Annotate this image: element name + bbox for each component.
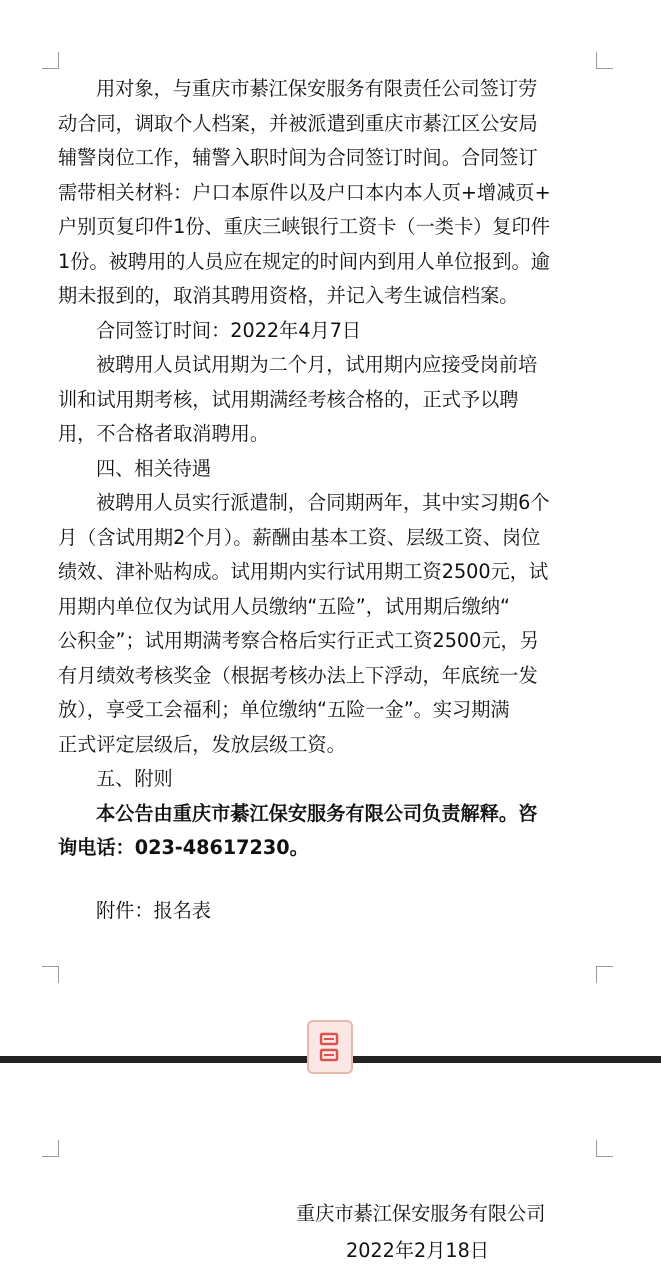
page-break-icon[interactable] [307,1020,353,1074]
section-heading: 五、附则 [96,767,173,790]
page-corner-mark [596,966,613,983]
body-line: 用期内单位仅为试用人员缴纳“五险”，试用期后缴纳“ [58,594,510,618]
body-line: 被聘用人员实行派遣制，合同期两年，其中实习期6个 [96,491,550,514]
body-line: 绩效、津补贴构成。试用期内实行试用期工资2500元，试 [58,560,549,583]
page-corner-mark [596,1140,613,1157]
body-line: 训和试用期考核，试用期满经考核合格的，正式予以聘 [58,387,519,411]
contact-phone-line: 询电话：023-48617230。 [58,836,309,859]
body-line: 正式评定层级后，发放层级工资。 [58,732,346,756]
document-body [58,72,606,928]
page-break-icon-glyph [309,1022,351,1072]
page-corner-mark [42,966,59,983]
body-line: 户别页复印件1份、重庆三峡银行工资卡（一类卡）复印件 [58,215,550,238]
page-corner-mark [42,1140,59,1157]
page-corner-mark [42,52,59,69]
body-line: 用，不合格者取消聘用。 [58,422,270,445]
page-corner-mark [596,52,613,69]
section-heading: 四、相关待遇 [96,456,212,480]
body-line: 公积金”；试用期满考察合格后实行正式工资2500元，另 [58,629,539,652]
blank-line [58,866,606,894]
body-line: 期未报到的，取消其聘用资格，并记入考生诚信档案。 [58,284,519,307]
signature-company: 重庆市綦江保安服务有限公司 [296,1202,546,1225]
body-line: 动合同，调取个人档案，并被派遣到重庆市綦江区公安局 [58,111,538,135]
notice-explanation-line: 本公告由重庆市綦江保安服务有限公司负责解释。咨 [96,801,538,825]
signature-date: 2022年2月18日 [346,1239,490,1262]
body-line: 月（含试用期2个月）。薪酬由基本工资、层级工资、岗位 [58,525,541,549]
body-line: 需带相关材料：户口本原件以及户口本内本人页+增减页+ [58,180,551,204]
body-line: 1份。被聘用的人员应在规定的时间内到用人单位报到。逾 [58,249,550,273]
body-line: 被聘用人员试用期为二个月，试用期内应接受岗前培 [96,353,538,376]
body-line: 辅警岗位工作，辅警入职时间为合同签订时间。合同签订 [58,146,538,169]
body-line: 用对象，与重庆市綦江保安服务有限责任公司签订劳 [96,77,538,100]
contract-date-line: 合同签订时间：2022年4月7日 [96,318,362,342]
attachment-line: 附件：报名表 [96,898,212,922]
body-line: 放），享受工会福利；单位缴纳“五险一金”。实习期满 [58,698,510,721]
body-line: 有月绩效考核奖金（根据考核办法上下浮动，年底统一发 [58,663,538,687]
